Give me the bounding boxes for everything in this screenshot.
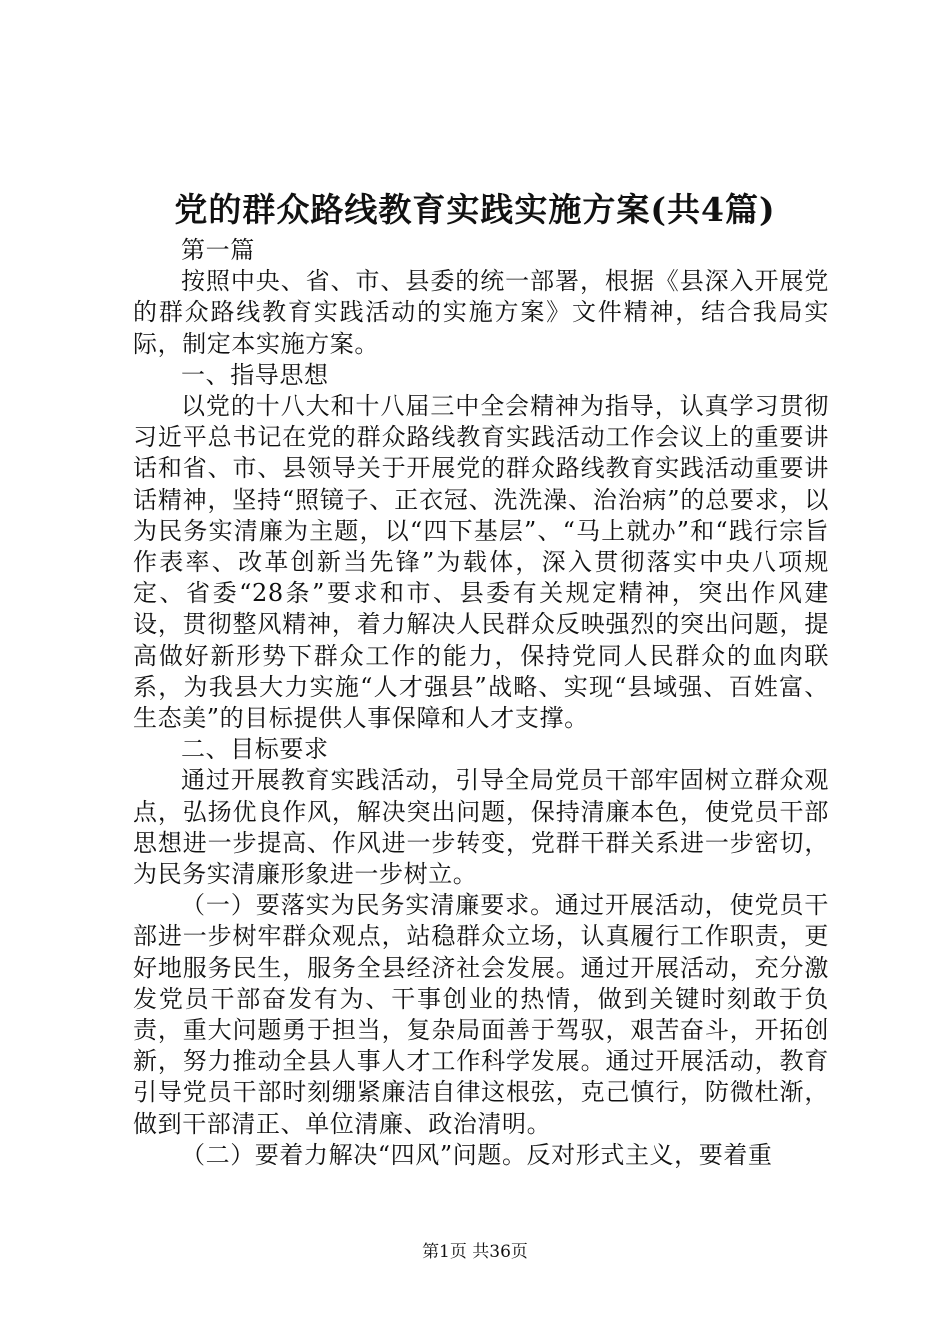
section-heading: 二、目标要求 [181,735,329,764]
paragraph: （二）要着力解决“四风”问题。反对形式主义，要着重 [181,1140,773,1169]
paragraph: （一）要落实为民务实清廉要求。通过开展活动，使党员干部进一步树牢群众观点，站稳群众立场，认真履行工作职责，更好地服务民生，服务全县经济社会发展。通过开展活动，充分激发党员干部奋发有为、干事创业的热情，做到关键时刻敢于负责，重大问题勇于担当，复杂局面善于驾驭，艰苦奋斗，开拓创新，努力推动全县人事人才工作科学发展。通过开展活动，教育引导党员干部时刻绷紧廉洁自律这根弦，克己慎行，防微杜渐，做到干部清正、单位清廉、政治清明。 [133,891,829,1138]
paragraph: 通过开展教育实践活动，引导全局党员干部牢固树立群众观点，弘扬优良作风，解决突出问题，保持清廉本色，使党员干部思想进一步提高、作风进一步转变，党群干群关系进一步密切，为民务实清廉形象进一步树立。 [133,766,829,889]
section-heading: 一、指导思想 [181,360,329,389]
page-number: 第1页 共36页 [422,1242,528,1262]
paragraph: 按照中央、省、市、县委的统一部署，根据《县深入开展党的群众路线教育实践活动的实施方案》文件精神，结合我局实际，制定本实施方案。 [133,267,829,358]
paragraph: 以党的十八大和十八届三中全会精神为指导，认真学习贯彻习近平总书记在党的群众路线教育实践活动工作会议上的重要讲话和省、市、县领导关于开展党的群众路线教育实践活动重要讲话精神，坚持“照镜子、正衣冠、洗洗澡、治治病”的总要求，以为民务实清廉为主题，以“四下基层”、“马上就办”和“践行宗旨作表率、改革创新当先锋”为载体，深入贯彻落实中央八项规定、省委“28条”要求和市、县委有关规定精神，突出作风建设，贯彻整风精神，着力解决人民群众反映强烈的突出问题，提高做好新形势下群众工作的能力，保持党同人民群众的血肉联系，为我县大力实施“人才强县”战略、实现“县域强、百姓富、生态美”的目标提供人事保障和人才支撑。 [133,392,829,733]
document-body [133,235,829,1171]
document-title: 党的群众路线教育实践实施方案(共4篇) [174,190,776,229]
section-label: 第一篇 [181,236,255,264]
